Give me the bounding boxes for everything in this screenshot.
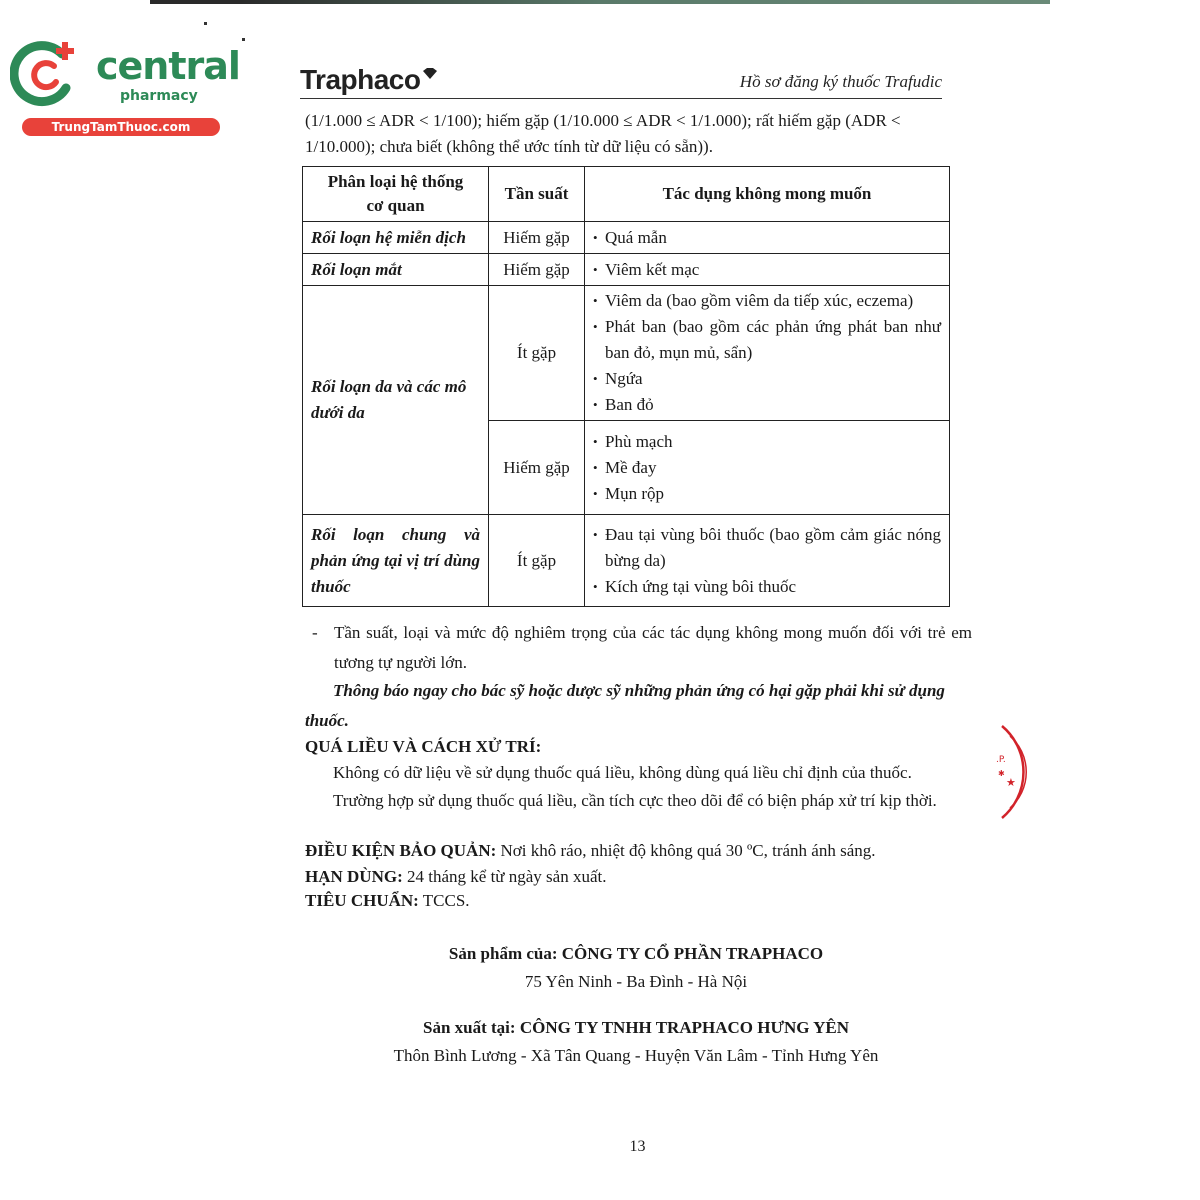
svg-text:✱: ✱ bbox=[998, 769, 1005, 778]
header-frequency: Tần suất bbox=[489, 167, 585, 222]
made-at-company: CÔNG TY TNHH TRAPHACO HƯNG YÊN bbox=[519, 1018, 849, 1037]
made-at-line bbox=[300, 1014, 972, 1042]
scan-speck bbox=[242, 38, 245, 41]
made-at-label: Sản xuất tại: bbox=[423, 1018, 520, 1037]
storage-text: Nơi khô ráo, nhiệt độ không quá 30 ºC, tránh ánh sáng. bbox=[496, 841, 876, 860]
effect-item: • Ngứa bbox=[593, 366, 941, 392]
table-row bbox=[303, 515, 950, 607]
document-title: Hồ sơ đăng ký thuốc Trafudic bbox=[739, 72, 942, 91]
diamond-icon bbox=[422, 68, 438, 80]
header-category: Phân loại hệ thống cơ quan bbox=[303, 167, 489, 222]
effects-cell bbox=[585, 421, 950, 515]
scan-speck bbox=[204, 22, 207, 25]
overdose-heading: QUÁ LIỀU VÀ CÁCH XỬ TRÍ: bbox=[305, 737, 542, 756]
standard-label: TIÊU CHUẨN: bbox=[305, 891, 419, 910]
storage-line bbox=[305, 838, 970, 864]
made-at-block bbox=[300, 1014, 972, 1070]
table-row bbox=[303, 286, 950, 421]
effects-cell bbox=[585, 515, 950, 607]
overdose-paragraph-1: Không có dữ liệu về sử dụng thuốc quá liều, không dùng quá liều chỉ định của thuốc. bbox=[333, 763, 912, 782]
adverse-reactions-table bbox=[302, 166, 950, 607]
top-scan-bar bbox=[150, 0, 1050, 4]
effect-item: • Ban đỏ bbox=[593, 392, 941, 418]
effects-cell bbox=[585, 254, 950, 286]
shelf-life-text: 24 tháng kể từ ngày sản xuất. bbox=[402, 867, 607, 886]
overdose-paragraph-2: Trường hợp sử dụng thuốc quá liều, cần tích cực theo dõi để có biện pháp xử trí kịp thời. bbox=[333, 791, 937, 810]
effect-item: • Viêm kết mạc bbox=[593, 257, 941, 283]
product-of-company: CÔNG TY CỔ PHẦN TRAPHACO bbox=[561, 944, 824, 963]
company-stamp-fragment bbox=[996, 722, 1030, 822]
list-dash: - bbox=[312, 623, 318, 642]
svg-text:.P.: .P. bbox=[996, 755, 1006, 765]
effect-item: • Quá mẫn bbox=[593, 225, 941, 251]
product-of-label: Sản phẩm của: bbox=[448, 944, 562, 963]
product-of-address: 75 Yên Ninh - Ba Đình - Hà Nội bbox=[524, 972, 748, 991]
category-cell: Rối loạn da và các mô dưới da bbox=[303, 286, 489, 515]
pediatric-note bbox=[312, 618, 972, 678]
pediatric-note-text: Tần suất, loại và mức độ nghiêm trọng của các tác dụng không mong muốn đối với trẻ em tương tự người lớn. bbox=[334, 623, 972, 672]
table-row bbox=[303, 222, 950, 254]
standard-line bbox=[305, 888, 970, 914]
header-effects: Tác dụng không mong muốn bbox=[585, 167, 950, 222]
shelf-life-line bbox=[305, 864, 970, 890]
category-cell: Rối loạn hệ miễn dịch bbox=[303, 222, 489, 254]
frequency-cell: Hiếm gặp bbox=[489, 421, 585, 515]
frequency-cell: Ít gặp bbox=[489, 515, 585, 607]
frequency-cell: Hiếm gặp bbox=[489, 222, 585, 254]
pharmacy-cross-icon bbox=[10, 38, 82, 110]
logo-subtitle: pharmacy bbox=[120, 88, 198, 104]
standard-text: TCCS. bbox=[418, 891, 470, 910]
svg-text:★: ★ bbox=[1006, 776, 1016, 789]
effect-item: • Kích ứng tại vùng bôi thuốc bbox=[593, 574, 941, 600]
category-cell: Rối loạn chung và phản ứng tại vị trí dùng thuốc bbox=[303, 515, 489, 607]
effect-item: • Phát ban (bao gồm các phản ứng phát ban như ban đỏ, mụn mủ, sẩn) bbox=[593, 314, 941, 366]
effect-item: • Mề đay bbox=[593, 455, 941, 481]
brand-name: Traphaco bbox=[300, 64, 421, 95]
effect-item: • Viêm da (bao gồm viêm da tiếp xúc, eczema) bbox=[593, 288, 941, 314]
logo-url-badge: TrungTamThuoc.com bbox=[22, 118, 220, 136]
table-row bbox=[303, 254, 950, 286]
shelf-life-label: HẠN DÙNG: bbox=[305, 867, 403, 886]
central-pharmacy-logo bbox=[10, 38, 240, 136]
effect-item: • Mụn rộp bbox=[593, 481, 941, 507]
storage-label: ĐIỀU KIỆN BẢO QUẢN: bbox=[305, 841, 497, 860]
effects-cell bbox=[585, 286, 950, 421]
warning-note: Thông báo ngay cho bác sỹ hoặc dược sỹ những phản ứng có hại gặp phải khi sử dụng thuốc. bbox=[305, 681, 945, 730]
effect-item: • Phù mạch bbox=[593, 429, 941, 455]
header-rule bbox=[300, 98, 942, 99]
product-of-line bbox=[300, 940, 972, 968]
effect-item: • Đau tại vùng bôi thuốc (bao gồm cảm giác nóng bừng da) bbox=[593, 522, 941, 574]
table-header-row bbox=[303, 167, 950, 222]
intro-paragraph: (1/1.000 ≤ ADR < 1/100); hiếm gặp (1/10.000 ≤ ADR < 1/1.000); rất hiếm gặp (ADR < 1/10.000); chưa biết (không thể ước tính từ dữ liệu có sẵn)). bbox=[305, 111, 901, 156]
made-at-address: Thôn Bình Lương - Xã Tân Quang - Huyện Văn Lâm - Tỉnh Hưng Yên bbox=[393, 1046, 879, 1065]
product-of-block bbox=[300, 940, 972, 996]
page-number: 13 bbox=[629, 1138, 646, 1155]
effects-cell bbox=[585, 222, 950, 254]
traphaco-brand bbox=[300, 64, 438, 96]
frequency-cell: Ít gặp bbox=[489, 286, 585, 421]
frequency-cell: Hiếm gặp bbox=[489, 254, 585, 286]
category-cell: Rối loạn mắt bbox=[303, 254, 489, 286]
logo-wordmark: central bbox=[96, 44, 240, 88]
